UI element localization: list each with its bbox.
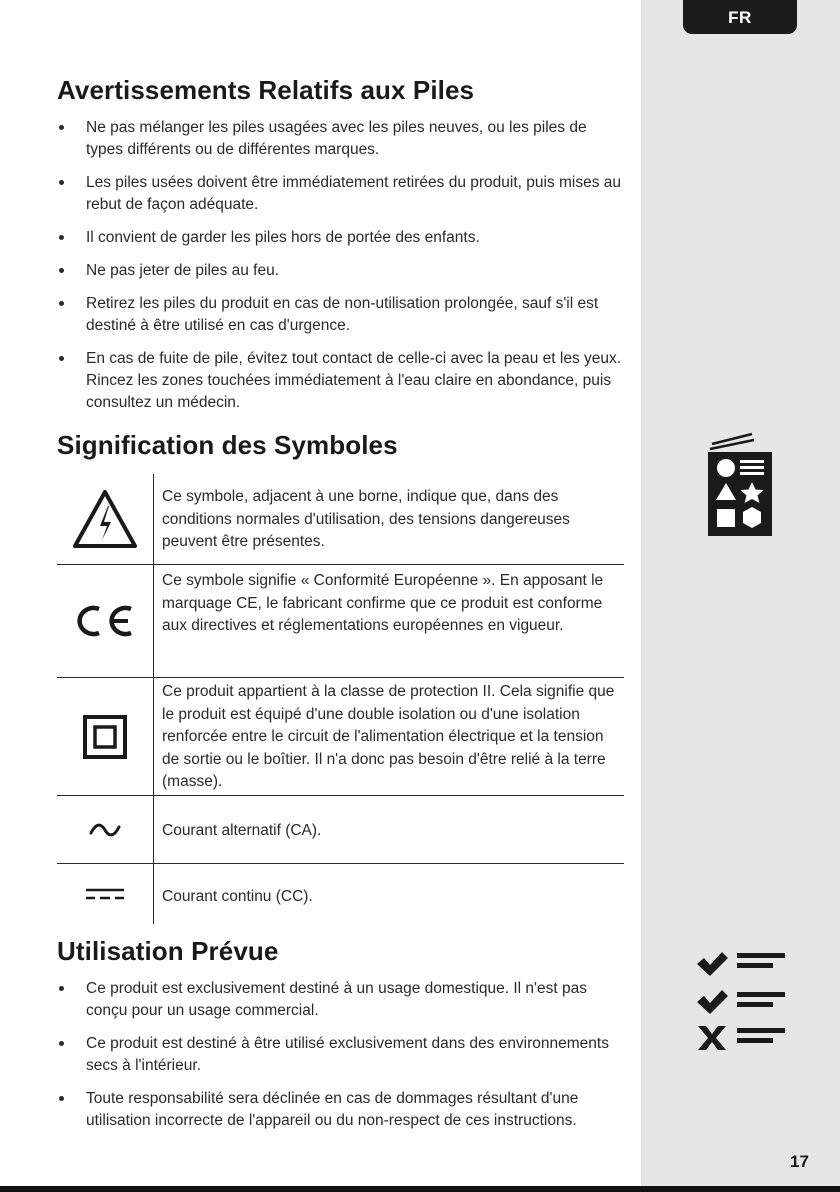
symbol-description: Ce symbole, adjacent à une borne, indique que, dans des conditions normales d'utilisation, des tensions dangereuses peuvent être présentes.	[162, 488, 570, 550]
list-item: Retirez les piles du produit en cas de non-utilisation prolongée, sauf s'il est destiné à être utilisé en cas d'urgence.	[57, 293, 627, 337]
list-item: En cas de fuite de pile, évitez tout contact de celle-ci avec la peau et les yeux. Rincez les zones touchées immédiatement à l'eau claire en abondance, puis consultez un médecin.	[57, 348, 627, 414]
bottom-rule	[0, 1186, 840, 1192]
checklist-icon	[695, 950, 787, 1055]
list-item: Toute responsabilité sera déclinée en cas de dommages résultant d'une utilisation incorrecte de l'appareil ou du non-respect de ces instructions.	[57, 1088, 627, 1132]
table-row	[57, 864, 624, 924]
alternating-current-icon	[57, 796, 154, 863]
symbols-table	[57, 474, 624, 924]
symbols-booklet-icon	[704, 432, 774, 543]
intended-use-title: Utilisation Prévue	[57, 936, 279, 966]
language-tab: FR	[683, 0, 797, 34]
class-ii-double-insulation-icon	[57, 678, 154, 795]
table-row	[57, 565, 624, 678]
list-item: Ne pas mélanger les piles usagées avec les piles neuves, ou les piles de types différents ou de différentes marques.	[57, 117, 627, 161]
table-row	[57, 796, 624, 864]
battery-warnings-title: Avertissements Relatifs aux Piles	[57, 75, 475, 105]
list-item: Ce produit est exclusivement destiné à un usage domestique. Il n'est pas conçu pour un usage commercial.	[57, 978, 627, 1022]
list-item: Ne pas jeter de piles au feu.	[57, 260, 627, 282]
high-voltage-warning-icon	[57, 474, 154, 564]
symbol-description: Ce produit appartient à la classe de protection II. Cela signifie que le produit est équipé d'une double isolation ou d'une isolation renforcée entre le circuit de l'alimentation électrique et la tension de sortie ou le boîtier. Il n'a donc pas besoin d'être relié à la terre (masse).	[162, 683, 615, 790]
list-item: Il convient de garder les piles hors de portée des enfants.	[57, 227, 627, 249]
symbols-title: Signification des Symboles	[57, 430, 398, 460]
symbol-description: Courant continu (CC).	[162, 888, 313, 905]
table-row	[57, 678, 624, 796]
list-item: Les piles usées doivent être immédiatement retirées du produit, puis mises au rebut de façon adéquate.	[57, 172, 627, 216]
table-row	[57, 474, 624, 565]
list-item: Ce produit est destiné à être utilisé exclusivement dans des environnements secs à l'intérieur.	[57, 1033, 627, 1077]
direct-current-icon	[57, 864, 154, 924]
ce-mark-icon	[57, 565, 154, 677]
symbol-description: Courant alternatif (CA).	[162, 822, 322, 839]
battery-warnings-list	[57, 117, 627, 414]
page-number: 17	[790, 1152, 809, 1171]
intended-use-list	[57, 978, 627, 1132]
symbol-description: Ce symbole signifie « Conformité Européenne ». En apposant le marquage CE, le fabricant confirme que ce produit est conforme aux directives et réglementations européennes en vigueur.	[162, 572, 604, 634]
